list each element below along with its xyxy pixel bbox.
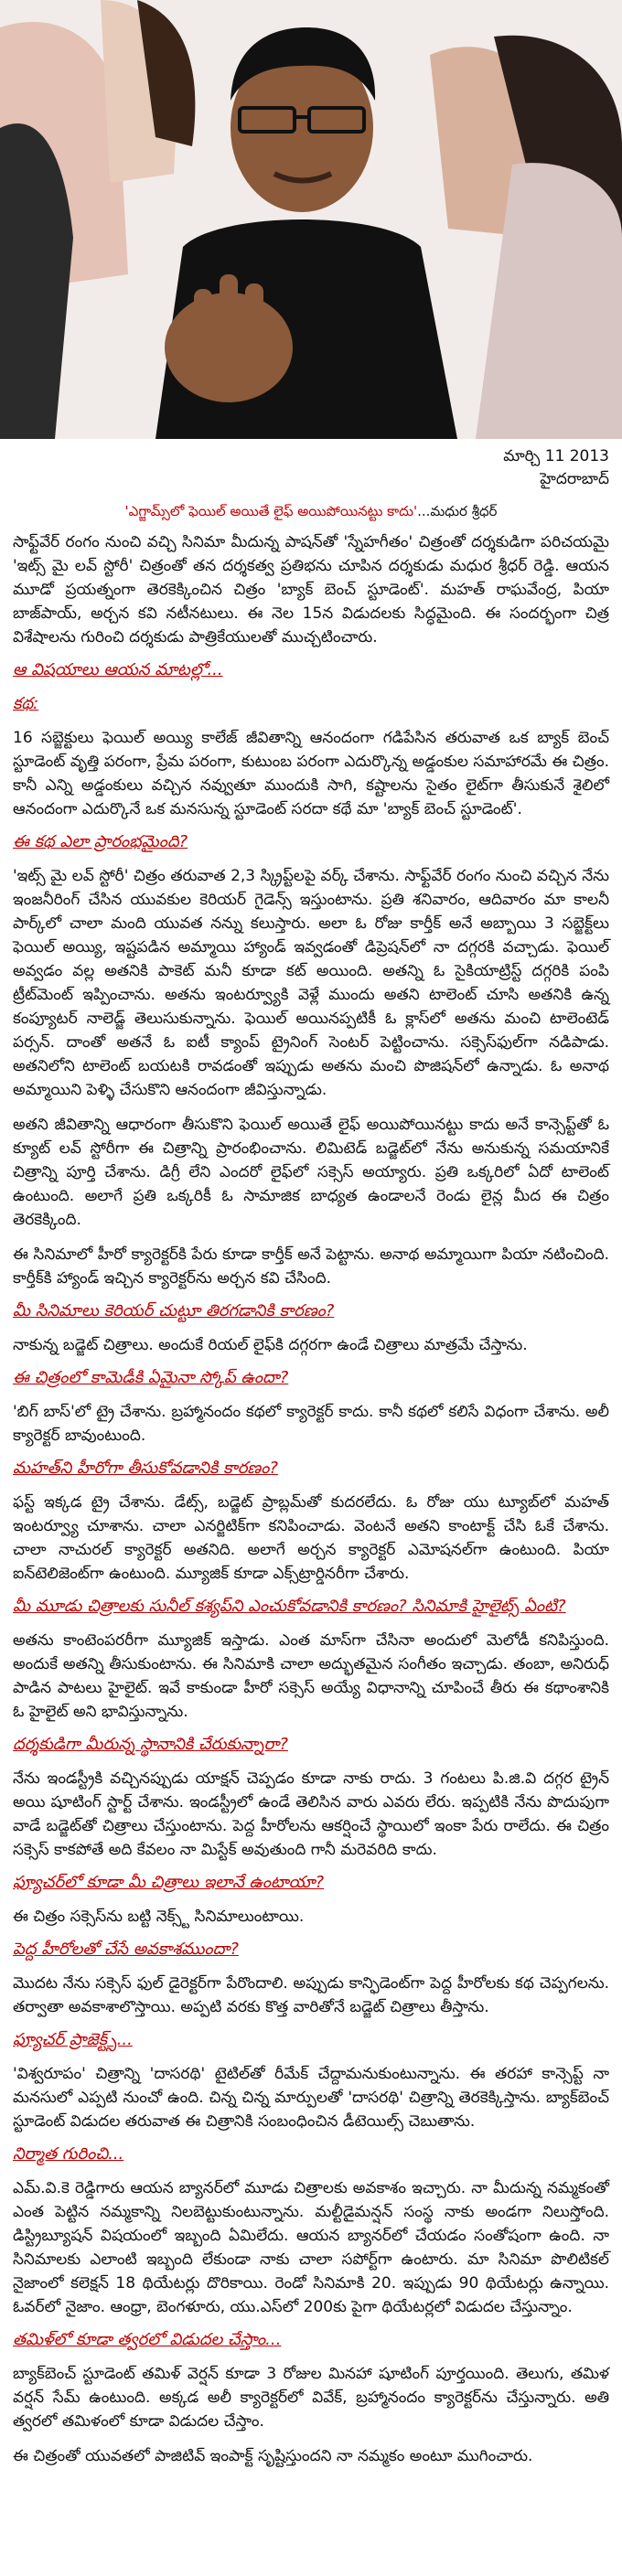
question-heading: ఫ్యూచర్ ప్రాజెక్ట్స్...: [13, 2030, 133, 2049]
answer-paragraph: నాకున్న బడ్జెట్ చిత్రాలు. అందుకే రియల్ లైఫ్‌కి దగ్గరగా ఉండే చిత్రాలు మాత్రమే చేస్తాను.: [13, 1336, 528, 1354]
question-heading: తమిళ్‌లో కూడా త్వరలో విడుదల చేస్తాం...: [13, 2330, 282, 2349]
question-heading: పెద్ద హీరోలతో చేసే అవకాశముందా?: [13, 1940, 239, 1959]
answer-paragraph: మొదట నేను సక్సెస్ ఫుల్ డైరెక్టర్‌గా పేరొందాలి. అప్పుడు కాన్ఫిడెంట్‌గా పెద్ద హీరోలకు కథ చెప్పగలను. తర్వాతా అవకాశాలొస్తాయి. అప్పటి వరకు కొత్త వారితోనే బడ్జెట్ చిత్రాలు తీస్తాను.: [13, 1974, 609, 2016]
question-heading: ఫ్యూచర్‌లో కూడా మీ చిత్రాలు ఇలానే ఉంటాయా?: [13, 1873, 325, 1892]
answer-paragraph: ఈ సినిమాలో హీరో క్యారెక్టర్‌కి పేరు కూడా కార్తీక్ అనే పెట్టాను. అనాథ అమ్మాయిగా పియా నటించింది. కార్తీక్‌కి హ్యాండ్ ఇచ్చిన క్యారెక్టర్‌ను అర్చన కవి చేసింది.: [13, 1245, 609, 1288]
answer-paragraph: అతని జీవితాన్ని ఆధారంగా తీసుకొని ఫెయిల్ అయితే లైఫ్ అయిపోయినట్టు కాదు అనే కాన్సెప్ట్‌తో ఓ క్యూట్ లవ్ స్టోరీగా ఈ చిత్రాన్ని ప్రారంభించాను. లిమిటెడ్ బడ్జెట్‌లో నేను అనుకున్న సమయానికే చిత్రాన్ని పూర్తి చేశాను. డిగ్రీ లేని ఎందరో లైఫ్‌లో సక్సెస్ అయ్యారు. ప్రతి ఒక్కరిలో ఏదో టాలెంట్ ఉంటుంది. అలాగే ప్రతి ఒక్కరికీ ఓ సామాజిక బాధ్యత ఉండాలనే రెండు లైన్ల మీద ఈ చిత్రం తెరకెక్కింది.: [13, 1116, 609, 1229]
article-body: [0, 660, 622, 2468]
intro-paragraph: సాఫ్ట్‌వేర్ రంగం నుంచి వచ్చి సినిమా మీదున్న పాషన్‌తో 'స్నేహగీతం' చిత్రంతో దర్శకుడిగా పరిచయమై 'ఇట్స్ మై లవ్ స్టోరీ' చిత్రంతో తన దర్శకత్వ ప్రతిభను చూపిన దర్శకుడు మధుర శ్రీధర్ రెడ్డి. ఆయన మూడో ప్రయత్నంగా తెరకెక్కించిన చిత్రం 'బ్యాక్ బెంచ్ స్టూడెంట్'. మహత్ రాఘవేంద్ర, పియా బాజ్‌పాయ్, అర్చన కవి నటీనటులు. ఈ నెల 15న విడుదలకు సిద్ధమైంది. ఈ సందర్భంగా చిత్ర విశేషాలను గురించి దర్శకుడు పాత్రికేయులతో ముచ్చటించారు.: [13, 533, 609, 647]
answer-paragraph: ఈ చిత్రం సక్సెస్‌ను బట్టి నెక్స్ట్ సినిమాలుంటాయి.: [13, 1908, 305, 1926]
answer-paragraph: బ్యాక్‌బెంచ్ స్టూడెంట్ తమిళ్ వెర్షన్ కూడా 3 రోజుల మినహా షూటింగ్ పూర్తయింది. తెలుగు, తమిళ వర్షన్ సేమ్ ఉంటుంది. అక్కడ అలీ క్యారెక్టర్‌లో వివేక్, బ్రహ్మానందం క్యారెక్టర్‌ను చేస్తున్నారు. అతి త్వరలో తమిళంలో కూడా విడుదల చేస్తాం.: [13, 2365, 609, 2431]
headline-author: ...మధుర శ్రీధర్: [417, 503, 498, 519]
answer-paragraph: అతను కాంటెంపరరీగా మ్యూజిక్ ఇస్తాడు. ఎంత మాస్‌గా చేసినా అందులో మెలోడీ కనిపిస్తుంది. అందుకే అతన్ని తీసుకుంటాను. ఈ సినిమాకి చాలా అద్భుతమైన సంగీతం ఇచ్చాడు. తంబా, అనిరుధ్ పాడిన పాటలు హైలైట్. ఇవే కాకుండా హీరో సక్సెస్ అయ్యే విధానాన్ని చూపించే తీరు ఈ కథాంశానికి ఓ హైలైట్ అని భావిస్తున్నాను.: [13, 1631, 609, 1721]
answer-paragraph: 'విశ్వరూపం' చిత్రాన్ని 'దాసరథి' టైటిల్‌తో రీమేక్ చేద్దామనుకుంటున్నాను. ఈ తరహా కాన్సెప్ట్ నా మనసులో ఎప్పటి నుంచో ఉంది. చిన్న చిన్న మార్పులతో 'దాసరథి' చిత్రాన్ని తెరకెక్కిస్తాను. బ్యాక్‌బెంచ్ స్టూడెంట్ విడుదల తరువాత ఈ చిత్రానికి సంబంధించిన డీటెయిల్స్ చెబుతాను.: [13, 2065, 609, 2131]
question-heading: మీ మూడు చిత్రాలకు సునీల్ కశ్యప్‌ని ఎంచుకోవడానికి కారణం? సినిమాకి హైలైట్స్ ఏంటి?: [13, 1597, 566, 1616]
answer-paragraph: ఈ చిత్రంతో యువతలో పాజిటివ్ ఇంపాక్ట్ సృష్టిస్తుందని నా నమ్మకం అంటూ ముగించారు.: [13, 2447, 533, 2465]
question-heading: కథ:: [13, 694, 39, 713]
article-date: మార్చి 11 2013: [503, 447, 609, 465]
question-heading: నిర్మాత గురించి...: [13, 2144, 124, 2164]
answer-paragraph: 'ఇట్స్ మై లవ్ స్టోరీ' చిత్రం తరువాత 2,3 స్క్రిప్ట్‌లపై వర్క్ చేశాను. సాఫ్ట్‌వేర్ రంగం నుంచి వచ్చిన నేను ఇంజనీరింగ్ చేసిన యువకుల కెరియర్ గైడెన్స్ ఇస్తుంటాను. ప్రతి శనివారం, ఆదివారం మా కాలనీ పార్క్‌లో చాలా మంది యువత నన్ను కలుస్తారు. అలా ఓ రోజు కార్తీక్ అనే అబ్బాయి 3 సబ్జెక్ట్‌లు ఫెయిల్ అయ్యి, ఇష్టపడిన అమ్మాయి హ్యాండ్ ఇవ్వడంతో డిప్రెషన్‌లో నా దగ్గరకి వచ్చాడు. ఫెయిల్ అవ్వడం వల్ల అతనికి పాకెట్ మనీ కూడా కట్ అయింది. అతన్ని ఓ సైకియాట్రిస్ట్ దగ్గరికి పంపి ట్రీట్‌మెంట్ ఇప్పించాను. అతను ఇంటర్వ్యూకి వెళ్లే ముందు అతని టాలెంట్ చూసి అతనికి ఉన్న కంప్యూటర్ నాలెడ్జ్ తెలుసుకున్నాను. ఫెయిల్ అయినప్పటికీ ఓ క్లాస్‌లో అతను మంచి టాలెంటెడ్ పర్సన్. దాంతో అతనే ఓ ఐటీ క్యాంప్ ట్రైనింగ్ సెంటర్ పెట్టించాను. సక్సెస్‌ఫుల్‌గా నడిపాడు. అతనిలోని టాలెంట్ బయటకి రావడంతో ఇప్పుడు అతను మంచి పొజిషన్‌లో ఉన్నాడు. ఓ అనాథ అమ్మాయిని పెళ్ళి చేసుకొని ఆనందంగా జీవిస్తున్నాడు.: [13, 867, 609, 1099]
question-heading: ఈ చిత్రంలో కామెడీకి ఏమైనా స్కోప్ ఉందా?: [13, 1368, 289, 1387]
article-headline: [0, 497, 622, 530]
question-heading: మహత్‌ని హీరోగా తీసుకోవడానికి కారణం?: [13, 1459, 278, 1478]
director-photo: [0, 0, 622, 439]
header-photo: [0, 0, 622, 439]
question-heading: దర్శకుడిగా మీరున్న స్థానానికి చేరుకున్నారా?: [13, 1735, 288, 1754]
answer-paragraph: ఎమ్.వి.కె రెడ్డిగారు ఆయన బ్యానర్‌లో మూడు చిత్రాలకు అవకాశం ఇచ్చారు. నా మీదున్న నమ్మకంతో ఎంత పెట్టిన నమ్మకాన్ని నిలబెట్టుకుంటున్నాను. మల్టీడైమన్షన్ సంస్థ నాకు అండగా నిలుస్తోంది. డిస్ట్రిబ్యూషన్ విషయంలో ఇబ్బంది ఏమిలేదు. ఆయన బ్యానర్‌లో చేయడం సంతోషంగా ఉంది. నా సినిమాలకు ఎలాంటి ఇబ్బంది లేకుండా నాకు చాలా సపోర్ట్‌గా ఉంటారు. మా సినిమా పొలిటికల్ నైజాంలో కలెక్షన్ 18 థియేటర్లు దొరికాయి. రెండో సినిమాకి 20. ఇప్పుడు 90 థియేటర్లు ఉన్నాయి. ఓవర్‌లో నైజాం. ఆంధ్రా, బెంగళూరు, యు.ఎస్‌లో 200కు పైగా థియేటర్లలో విడుదల చేస్తున్నాం.: [13, 2179, 609, 2316]
answer-paragraph: 'బిగ్ బాస్'లో ట్రై చేశాను. బ్రహ్మానందం కథలో క్యారెక్టర్ కాదు. కానీ కథలో కలిసే విధంగా చేశాను. అలీ క్యారెక్టర్ బావుంటుంది.: [13, 1403, 609, 1445]
question-heading: ఆ విషయాలు ఆయన మాటల్లో...: [13, 660, 223, 679]
answer-paragraph: ఫస్ట్ ఇక్కడ ట్రై చేశాను. డేట్స్, బడ్జెట్ ప్రాబ్లమ్‌తో కుదరలేదు. ఓ రోజు యు ట్యూబ్‌లో మహత్ ఇంటర్వ్యూ చూశాను. చాలా ఎనర్జిటిక్‌గా కనిపించాడు. వెంటనే అతని కాంటాక్ట్ చేసి ఓకే చేశాను. చాలా నాచురల్ క్యారెక్టర్ అతనిది. అలాగే అర్చన క్యారెక్టర్ ఎమోషనల్‌గా ఉంటుంది. పియా ఐన్‌టెలిజెంట్‌గా ఉంటుంది. మ్యూజిక్ కూడా ఎక్స్‌ట్రార్డినరీగా చేశారు.: [13, 1493, 609, 1583]
article-place: హైదరాబాద్: [540, 470, 609, 488]
question-heading: ఈ కథ ఎలా ప్రారంభమైంది?: [13, 832, 188, 851]
answer-paragraph: నేను ఇండస్ట్రీకి వచ్చినప్పుడు యాక్షన్ చెప్పడం కూడా నాకు రాదు. 3 గంటలు పి.జి.వి దగ్గర ట్రైన్ అయి షూటింగ్ స్టార్ట్ చేశాను. ఇండస్ట్రీలో ఉండే తెలిసిన వారు ఎవరు లేరు. ఇప్పటికి నేను పొదుపుగా వాడే బడ్జెట్‌తో చిత్రాలు చేస్తుంటాను. పెద్ద హీరోలను ఆకర్షించే స్థాయిలో ఇంకా పేరు రాలేదు. ఈ చిత్రం సక్సెస్ కాకపోతే అది కేవలం నా మిస్టేక్ అవుతుంది గానీ మరెవరిది కాదు.: [13, 1769, 610, 1859]
question-heading: మీ సినిమాలు కెరియర్ చుట్టూ తిరగడానికి కారణం?: [13, 1301, 335, 1320]
answer-paragraph: 16 సబ్జెక్టులు ఫెయిల్ అయ్యి కాలేజ్ జీవితాన్ని ఆనందంగా గడిపేసిన తరువాత ఒక బ్యాక్ బెంచ్ స్టూడెంట్ వృత్తి పరంగా, ప్రేమ పరంగా, కుటుంబ పరంగా ఎదుర్కొన్న అడ్డంకుల సమాహారమే ఈ చిత్రం. కానీ ఎన్ని అడ్డంకులు వచ్చిన నవ్వుతూ ముందుకి సాగి, కష్టాలను సైతం లైట్‌గా తీసుకునే శైలిలో ఆనందంగా ఎదుర్కొనే ఒక మనసున్న స్టూడెంట్ సరదా కథే మా 'బ్యాక్ బెంచ్ స్టూడెంట్'.: [13, 729, 609, 818]
headline-quote: 'ఎగ్జామ్స్‌లో ఫెయిల్ అయితే లైఫ్ అయిపోయినట్టు కాదు': [124, 503, 418, 519]
